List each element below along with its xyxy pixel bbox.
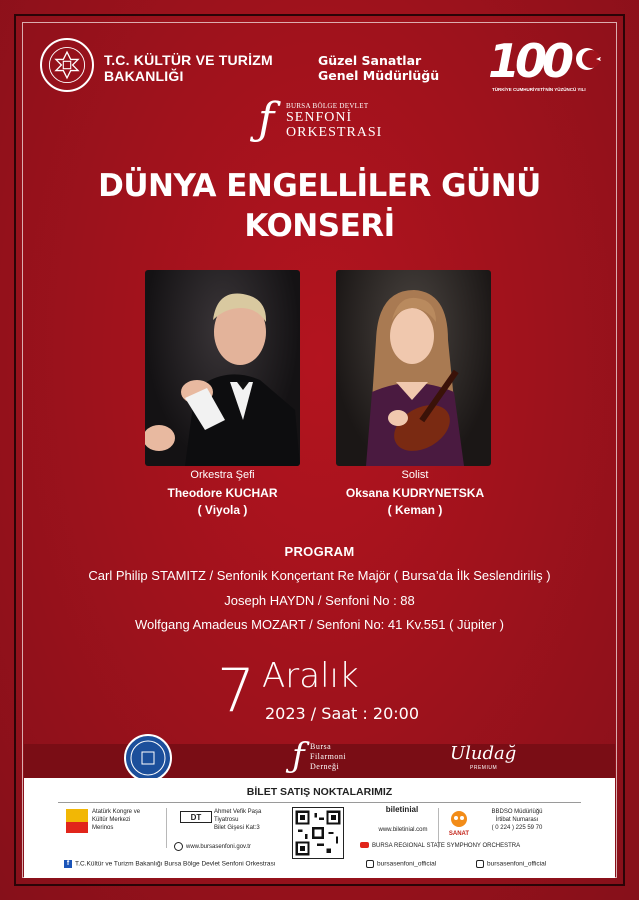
vefik-line1: Ahmet Vefik Paşa (214, 809, 262, 815)
akm-logo (66, 809, 88, 833)
bbdso-line1: BBDSO Müdürlüğü (491, 809, 543, 815)
sanat-name: SANAT (448, 831, 470, 837)
soloist-instrument: ( Keman ) (387, 503, 443, 517)
soloist-photo (336, 270, 491, 466)
instagram-handle-2[interactable]: bursasenfoni_official (487, 860, 547, 868)
concert-title-line1: DÜNYA ENGELLİLER GÜNÜ (98, 168, 541, 204)
philharmonic-line1: Bursa (310, 742, 332, 751)
conductor-figure-icon (145, 270, 300, 466)
qr-code[interactable] (292, 807, 344, 859)
instagram-handle-1[interactable]: bursasenfoni_official (377, 860, 437, 868)
website-url[interactable]: www.bursasenfoni.gov.tr (186, 844, 251, 851)
dt-logo: DT (180, 811, 212, 823)
vefik-venue (214, 808, 286, 832)
akm-line2: Kültür Merkezi (92, 817, 131, 823)
conductor-role: Orkestra Şefi (190, 469, 255, 481)
ministry-name (104, 52, 273, 84)
ministry-line2: BAKANLIĞI (104, 68, 184, 84)
facebook-page[interactable]: T.C.Kültür ve Turizm Bakanlığı Bursa Bölge Devlet Senfoni Orkestrası (75, 860, 276, 868)
orchestra-line2: SENFONİ (286, 110, 353, 125)
soloist-figure-icon (336, 270, 491, 466)
centenary-caption: TÜRKİYE CUMHURİYETİ'NİN YÜZÜNCÜ YILI (492, 87, 586, 92)
ticket-heading: BİLET SATIŞ NOKTALARIMIZ (246, 786, 393, 798)
philharmonic-line2: Filarmoni (310, 752, 347, 761)
conductor-photo (145, 270, 300, 466)
uludag-logo: Uludağ (450, 743, 517, 764)
youtube-icon (360, 842, 369, 848)
conductor-name: Theodore KUCHAR (167, 486, 278, 500)
concert-title-line2: KONSERİ (244, 208, 395, 244)
facebook-row[interactable] (64, 860, 276, 868)
gsgm-line2: Genel Müdürlüğü (318, 68, 440, 83)
instagram-icon (366, 860, 374, 868)
orchestra-logo (258, 96, 398, 144)
instagram-icon (476, 860, 484, 868)
website-row[interactable] (174, 842, 294, 851)
bbdso-contact (482, 808, 552, 832)
program-heading: PROGRAM (284, 544, 355, 559)
gsgm-line1: Güzel Sanatlar (318, 53, 422, 68)
instagram-row-2[interactable] (476, 860, 546, 868)
akm-line3: Merinos (92, 825, 114, 831)
program-item-3: Wolfgang Amadeus MOZART / Senfoni No: 41 Kv.551 ( Jüpiter ) (135, 617, 504, 632)
akm-venue (92, 808, 162, 832)
gsgm-name (318, 53, 439, 83)
centenary-logo (486, 36, 606, 98)
ticket-separator (166, 808, 167, 848)
program-item-1: Carl Philip STAMITZ / Senfonik Konçertant Re Majör ( Bursa’da İlk Seslendiriliş ) (88, 568, 551, 583)
vefik-line2: Tiyatrosu (214, 817, 239, 823)
ticket-panel (24, 778, 615, 878)
concert-day: 7 (217, 656, 256, 726)
crescent-star-icon (574, 44, 604, 74)
instagram-row-1[interactable] (366, 860, 436, 868)
bbdso-line2: İrtibat Numarası (495, 817, 539, 823)
soloist-name: Oksana KUDRYNETSKA (345, 486, 485, 500)
ticket-divider (58, 802, 581, 803)
program-item-2: Joseph HAYDN / Senfoni No : 88 (224, 593, 415, 608)
akm-line1: Atatürk Kongre ve (92, 809, 141, 815)
facebook-icon: f (64, 860, 72, 868)
orchestra-line3: ORKESTRASI (286, 125, 383, 140)
globe-icon (174, 842, 183, 851)
ministry-line1: T.C. KÜLTÜR VE TURİZM (104, 52, 273, 68)
philharmonic-line3: Derneği (310, 762, 340, 771)
youtube-row[interactable] (360, 842, 580, 850)
concert-month: Aralık (262, 656, 359, 696)
philharmonic-society-logo (292, 736, 352, 776)
biletinial-logo (374, 806, 430, 814)
centenary-number: 100 (488, 34, 570, 88)
bbdso-phone: ( 0 224 ) 225 59 70 (491, 825, 543, 831)
youtube-channel[interactable]: BURSA REGIONAL STATE SYMPHONY ORCHESTRA (372, 843, 521, 849)
concert-year-time: 2023 / Saat : 20:00 (265, 704, 419, 723)
orchestra-line1: BURSA BÖLGE DEVLET (286, 102, 369, 110)
bursa-municipality-logo (124, 734, 172, 782)
vefik-line3: Bilet Gişesi Kat:3 (214, 825, 260, 831)
biletinial-url[interactable]: www.biletinial.com (378, 827, 428, 833)
uludag-premium: PREMIUM (470, 765, 498, 771)
ministry-seal-icon (40, 38, 94, 92)
orchestra-f-icon: ƒ (258, 94, 275, 145)
soloist-role: Solist (401, 469, 429, 481)
biletinial-name: biletinial (385, 805, 419, 814)
conductor-instrument: ( Viyola ) (197, 503, 248, 517)
philharmonic-f-icon: ƒ (292, 736, 305, 776)
